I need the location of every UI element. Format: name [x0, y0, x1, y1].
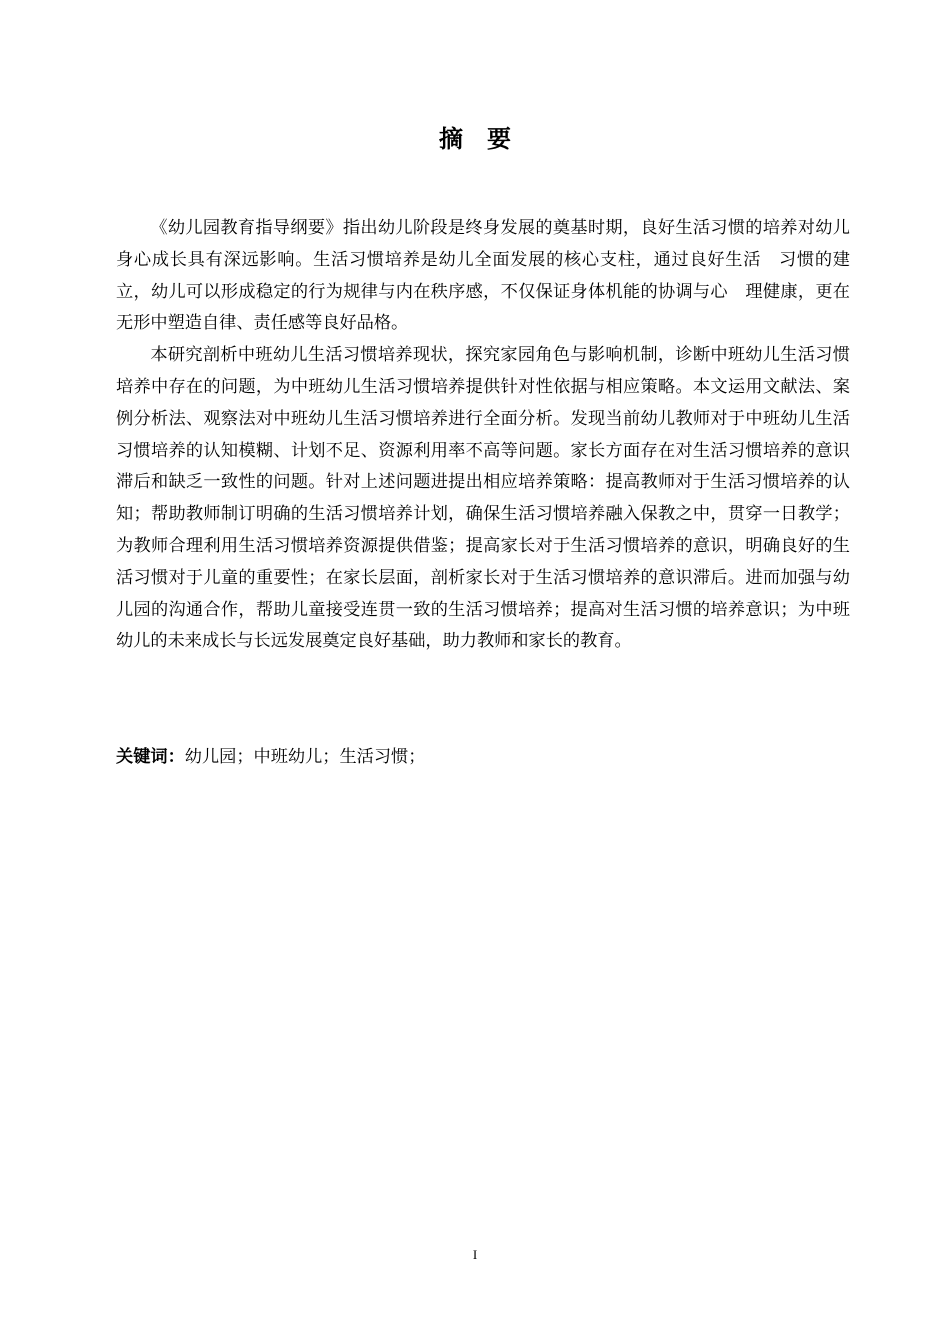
- title-char-2: 要: [487, 125, 511, 153]
- keywords-value: 幼儿园；中班幼儿；生活习惯；: [184, 747, 426, 767]
- abstract-paragraph-1: 《幼儿园教育指导纲要》指出幼儿阶段是终身发展的奠基时期，良好生活习惯的培养对幼儿身心成长具有深远影响。生活习惯培养是幼儿全面发展的核心支柱，通过良好生活 习惯的建立，幼儿可以形成稳定的行为规律与内在秩序感，不仅保证身体机能的协调与心 理健康，更在无形中塑造自律、责任感等良好品格。: [116, 218, 850, 334]
- title-char-1: 摘: [439, 125, 463, 153]
- page-number: I: [472, 1247, 478, 1262]
- keywords-label: 关键词：: [116, 747, 185, 767]
- abstract-paragraph-2: 本研究剖析中班幼儿生活习惯培养现状，探究家园角色与影响机制，诊断中班幼儿生活习惯培养中存在的问题，为中班幼儿生活习惯培养提供针对性依据与相应策略。本文运用文献法、案例分析法、观察法对中班幼儿生活习惯培养进行全面分析。发现当前幼儿教师对于中班幼儿生活习惯培养的认知模糊、计划不足、资源利用率不高等问题。家长方面存在对生活习惯培养的意识滞后和缺乏一致性的问题。针对上述问题进提出相应培养策略：提高教师对于生活习惯培养的认知；帮助教师制订明确的生活习惯培养计划，确保生活习惯培养融入保教之中，贯穿一日教学；为教师合理利用生活习惯培养资源提供借鉴；提高家长对于生活习惯培养的意识，明确良好的生活习惯对于儿童的重要性；在家长层面，剖析家长对于生活习惯培养的意识滞后。进而加强与幼儿园的沟通合作，帮助儿童接受连贯一致的生活习惯培养；提高对生活习惯的培养意识；为中班幼儿的未来成长与长远发展奠定良好基础，助力教师和家长的教育。: [116, 345, 850, 652]
- abstract-body: [116, 213, 850, 658]
- keywords-line: [116, 742, 850, 774]
- page-title: [0, 123, 950, 155]
